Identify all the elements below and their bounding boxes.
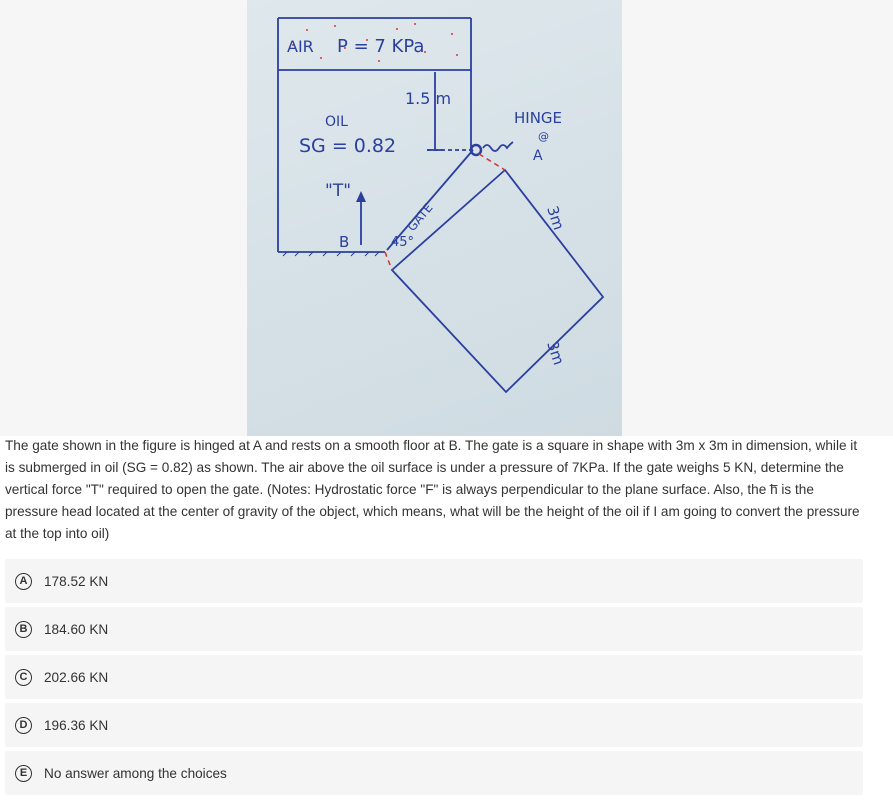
choice-e-text: No answer among the choices: [44, 765, 227, 781]
choice-e-letter-icon: E: [15, 765, 32, 782]
choice-a-text: 178.52 KN: [44, 573, 109, 589]
choice-c-letter-icon: C: [15, 669, 32, 686]
choice-b-text: 184.60 KN: [44, 621, 109, 637]
choice-a-letter-icon: A: [15, 573, 32, 590]
side-label-2: 3m: [543, 338, 568, 368]
depth-label: 1.5 m: [405, 89, 452, 108]
sg-label: SG = 0.82: [299, 135, 397, 157]
choice-a[interactable]: [5, 559, 863, 603]
oil-label: OIL: [325, 114, 348, 130]
choice-d-text: 196.36 KN: [44, 717, 109, 733]
question-text: The gate shown in the figure is hinged at A and rests on a smooth floor at B. The gate is a square in shape with 3m x 3m in dimension, while it is submerged in oil (SG = 0.82) as shown. The air above the oil surface is under a pressure of 7KPa. If the gate weighs 5 KN, determine the vertical force "T" required to open the gate. (Notes: Hydrostatic force "F" is always perpendicular to the plane surface. Also, the h̅ is the pressure head located at the center of gravity of the object, which means, what will be the height of the oil if I am going to convert the pressure at the top into oil): [5, 438, 860, 541]
choice-b-letter-icon: B: [15, 621, 32, 638]
air-label: AIR: [287, 37, 314, 56]
choice-d-letter-icon: D: [15, 717, 32, 734]
angle-label: 45°: [391, 235, 415, 250]
choice-e[interactable]: [5, 751, 863, 795]
point-a-label: A: [533, 148, 543, 164]
pressure-label: P = 7 KPa: [337, 36, 425, 57]
choice-d[interactable]: [5, 703, 863, 747]
gate-diagram: [247, 0, 622, 436]
side-label-1: 3m: [543, 203, 568, 233]
choice-b[interactable]: [5, 607, 863, 651]
gate-diagram-photo: [247, 0, 622, 436]
hinge-label: HINGE: [514, 109, 563, 127]
force-t-label: "T": [325, 181, 352, 201]
gate-label: GATE: [404, 200, 436, 234]
at-symbol: @: [538, 130, 549, 143]
choice-c-text: 202.66 KN: [44, 669, 109, 685]
choice-c[interactable]: [5, 655, 863, 699]
point-b-label: B: [339, 233, 350, 251]
